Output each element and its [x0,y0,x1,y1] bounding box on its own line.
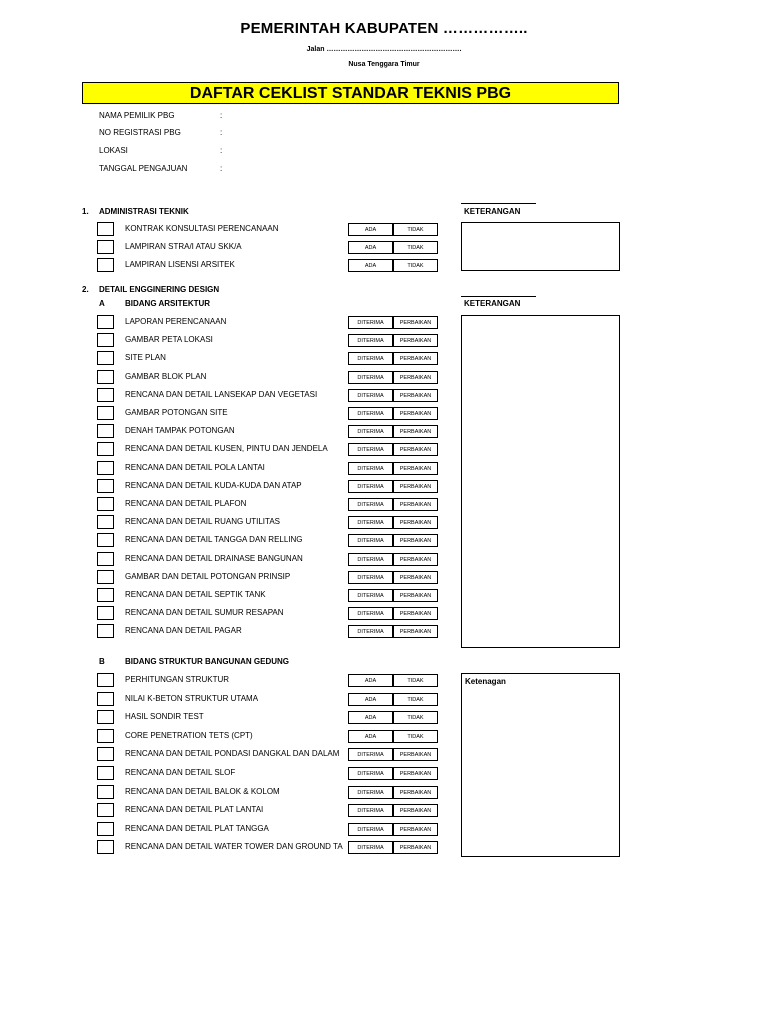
section-1-keterangan-line [461,203,536,204]
struktur-item-label: RENCANA DAN DETAIL PLAT TANGGA [125,823,269,833]
arsitektur-row [0,515,768,531]
arsitektur-row [0,442,768,458]
arsitektur-option-2[interactable]: PERBAIKAN [393,425,438,438]
arsitektur-row [0,479,768,495]
struktur-row [0,803,768,819]
arsitektur-row [0,624,768,640]
arsitektur-option-1[interactable]: DITERIMA [348,571,393,584]
arsitektur-item-label: RENCANA DAN DETAIL LANSEKAP DAN VEGETASI [125,389,318,399]
arsitektur-option-1[interactable]: DITERIMA [348,553,393,566]
arsitektur-checkbox[interactable] [97,533,114,547]
arsitektur-option-1[interactable]: DITERIMA [348,371,393,384]
arsitektur-option-2[interactable]: PERBAIKAN [393,462,438,475]
struktur-row [0,747,768,763]
arsitektur-checkbox[interactable] [97,552,114,566]
struktur-option-2[interactable]: PERBAIKAN [393,841,438,854]
arsitektur-row [0,533,768,549]
struktur-option-1[interactable]: DITERIMA [348,748,393,761]
arsitektur-option-1[interactable]: DITERIMA [348,516,393,529]
arsitektur-checkbox[interactable] [97,370,114,384]
admin-option-2[interactable]: TIDAK [393,223,438,236]
arsitektur-checkbox[interactable] [97,333,114,347]
arsitektur-option-2[interactable]: PERBAIKAN [393,480,438,493]
struktur-option-2[interactable]: PERBAIKAN [393,804,438,817]
arsitektur-option-1[interactable]: DITERIMA [348,607,393,620]
admin-row [0,258,768,274]
arsitektur-checkbox[interactable] [97,515,114,529]
arsitektur-option-1[interactable]: DITERIMA [348,589,393,602]
arsitektur-checkbox[interactable] [97,624,114,638]
arsitektur-option-1[interactable]: DITERIMA [348,498,393,511]
struktur-row [0,822,768,838]
arsitektur-checkbox[interactable] [97,497,114,511]
arsitektur-row [0,424,768,440]
arsitektur-option-1[interactable]: DITERIMA [348,389,393,402]
arsitektur-checkbox[interactable] [97,406,114,420]
arsitektur-row [0,315,768,331]
struktur-row [0,766,768,782]
struktur-checkbox[interactable] [97,840,114,854]
arsitektur-option-1[interactable]: DITERIMA [348,534,393,547]
arsitektur-option-2[interactable]: PERBAIKAN [393,352,438,365]
struktur-row [0,673,768,689]
arsitektur-option-2[interactable]: PERBAIKAN [393,607,438,620]
struktur-item-label: HASIL SONDIR TEST [125,712,204,722]
struktur-option-1[interactable]: DITERIMA [348,841,393,854]
arsitektur-option-2[interactable]: PERBAIKAN [393,407,438,420]
struktur-checkbox[interactable] [97,803,114,817]
arsitektur-option-2[interactable]: PERBAIKAN [393,498,438,511]
arsitektur-row [0,497,768,513]
admin-option-1[interactable]: ADA [348,223,393,236]
admin-checkbox[interactable] [97,240,114,254]
arsitektur-item-label: GAMBAR PETA LOKASI [125,335,213,345]
arsitektur-checkbox[interactable] [97,442,114,456]
struktur-checkbox[interactable] [97,747,114,761]
struktur-option-1[interactable]: DITERIMA [348,786,393,799]
struktur-checkbox[interactable] [97,785,114,799]
arsitektur-row [0,333,768,349]
arsitektur-row [0,606,768,622]
arsitektur-item-label: RENCANA DAN DETAIL KUDA-KUDA DAN ATAP [125,480,302,490]
arsitektur-item-label: SITE PLAN [125,353,166,363]
section-1-number: 1. [82,207,89,216]
arsitektur-item-label: LAPORAN PERENCANAAN [125,317,227,326]
struktur-option-1[interactable]: ADA [348,711,393,724]
arsitektur-checkbox[interactable] [97,424,114,438]
arsitektur-row [0,351,768,367]
subsection-b-letter: B [99,657,105,666]
arsitektur-item-label: RENCANA DAN DETAIL KUSEN, PINTU DAN JENDELA [125,444,328,454]
struktur-item-label: RENCANA DAN DETAIL SLOF [125,768,236,777]
arsitektur-option-2[interactable]: PERBAIKAN [393,334,438,347]
arsitektur-item-label: RENCANA DAN DETAIL SUMUR RESAPAN [125,608,284,618]
subsection-a-keterangan-line [461,296,536,297]
arsitektur-option-1[interactable]: DITERIMA [348,352,393,365]
arsitektur-option-1[interactable]: DITERIMA [348,480,393,493]
struktur-item-label: PERHITUNGAN STRUKTUR [125,675,230,684]
region-line: Nusa Tenggara Timur [348,61,420,68]
admin-option-2[interactable]: TIDAK [393,259,438,272]
submission-date-colon: : [220,164,223,173]
submission-date-label: TANGGAL PENGAJUAN [99,164,188,173]
subsection-a-keterangan-label: KETERANGAN [464,299,521,308]
struktur-row [0,710,768,726]
arsitektur-item-label: GAMBAR POTONGAN SITE [125,408,228,417]
struktur-item-label: CORE PENETRATION TETS (CPT) [125,730,253,740]
address-line: Jalan …………………………………………………. [306,46,462,53]
struktur-option-1[interactable]: ADA [348,730,393,743]
arsitektur-checkbox[interactable] [97,479,114,493]
struktur-option-2[interactable]: TIDAK [393,693,438,706]
arsitektur-checkbox[interactable] [97,351,114,365]
section-1-keterangan-label: KETERANGAN [464,207,521,216]
arsitektur-item-label: RENCANA DAN DETAIL RUANG UTILITAS [125,517,280,527]
admin-item-label: KONTRAK KONSULTASI PERENCANAAN [125,224,279,233]
arsitektur-option-2[interactable]: PERBAIKAN [393,534,438,547]
arsitektur-item-label: RENCANA DAN DETAIL SEPTIK TANK [125,590,266,599]
arsitektur-item-label: GAMBAR DAN DETAIL POTONGAN PRINSIP [125,571,291,581]
struktur-item-label: RENCANA DAN DETAIL PONDASI DANGKAL DAN DALAM [125,749,340,759]
arsitektur-option-2[interactable]: PERBAIKAN [393,553,438,566]
registration-number-label: NO REGISTRASI PBG [99,128,181,137]
struktur-option-2[interactable]: TIDAK [393,674,438,687]
struktur-row [0,692,768,708]
page-title: PEMERINTAH KABUPATEN …………….. [240,20,528,37]
arsitektur-option-1[interactable]: DITERIMA [348,425,393,438]
subsection-b-keterangan-label: Ketenagan [465,677,506,686]
arsitektur-option-1[interactable]: DITERIMA [348,462,393,475]
arsitektur-checkbox[interactable] [97,461,114,475]
arsitektur-option-1[interactable]: DITERIMA [348,334,393,347]
struktur-checkbox[interactable] [97,673,114,687]
arsitektur-option-2[interactable]: PERBAIKAN [393,443,438,456]
struktur-checkbox[interactable] [97,729,114,743]
struktur-item-label: RENCANA DAN DETAIL BALOK & KOLOM [125,786,280,796]
checklist-banner: DAFTAR CEKLIST STANDAR TEKNIS PBG [82,82,619,104]
arsitektur-option-1[interactable]: DITERIMA [348,443,393,456]
registration-number-colon: : [220,128,223,137]
arsitektur-option-2[interactable]: PERBAIKAN [393,571,438,584]
arsitektur-option-1[interactable]: DITERIMA [348,625,393,638]
arsitektur-item-label: RENCANA DAN DETAIL DRAINASE BANGUNAN [125,553,303,563]
arsitektur-option-2[interactable]: PERBAIKAN [393,516,438,529]
admin-item-label: LAMPIRAN LISENSI ARSITEK [125,260,235,270]
struktur-checkbox[interactable] [97,822,114,836]
struktur-item-label: RENCANA DAN DETAIL WATER TOWER DAN GROUND TA [125,842,343,852]
admin-option-1[interactable]: ADA [348,259,393,272]
struktur-option-2[interactable]: PERBAIKAN [393,767,438,780]
section-1-title: ADMINISTRASI TEKNIK [99,207,189,216]
arsitektur-checkbox[interactable] [97,606,114,620]
subsection-b-title: BIDANG STRUKTUR BANGUNAN GEDUNG [125,657,289,666]
arsitektur-option-1[interactable]: DITERIMA [348,407,393,420]
arsitektur-checkbox[interactable] [97,570,114,584]
struktur-option-1[interactable]: DITERIMA [348,823,393,836]
arsitektur-option-2[interactable]: PERBAIKAN [393,316,438,329]
struktur-row [0,840,768,856]
subsection-a-letter: A [99,299,105,308]
struktur-option-1[interactable]: DITERIMA [348,767,393,780]
struktur-checkbox[interactable] [97,766,114,780]
struktur-item-label: RENCANA DAN DETAIL PLAT LANTAI [125,805,264,815]
arsitektur-row [0,388,768,404]
struktur-option-2[interactable]: PERBAIKAN [393,823,438,836]
struktur-checkbox[interactable] [97,710,114,724]
admin-checkbox[interactable] [97,222,114,236]
location-label: LOKASI [99,146,128,155]
struktur-option-1[interactable]: ADA [348,693,393,706]
struktur-option-2[interactable]: TIDAK [393,711,438,724]
arsitektur-row [0,406,768,422]
arsitektur-checkbox[interactable] [97,388,114,402]
admin-row [0,222,768,238]
admin-item-label: LAMPIRAN STRA/I ATAU SKK/A [125,242,242,252]
arsitektur-row [0,370,768,386]
arsitektur-item-label: DENAH TAMPAK POTONGAN [125,426,235,436]
arsitektur-item-label: RENCANA DAN DETAIL TANGGA DAN RELLING [125,535,303,545]
arsitektur-item-label: RENCANA DAN DETAIL POLA LANTAI [125,462,265,472]
struktur-option-2[interactable]: PERBAIKAN [393,748,438,761]
arsitektur-option-2[interactable]: PERBAIKAN [393,389,438,402]
admin-option-2[interactable]: TIDAK [393,241,438,254]
struktur-row [0,785,768,801]
owner-name-colon: : [220,111,223,120]
arsitektur-option-1[interactable]: DITERIMA [348,316,393,329]
struktur-option-1[interactable]: DITERIMA [348,804,393,817]
arsitektur-row [0,461,768,477]
section-2-title: DETAIL ENGGINERING DESIGN [99,285,220,294]
owner-name-label: NAMA PEMILIK PBG [99,111,175,120]
arsitektur-option-2[interactable]: PERBAIKAN [393,371,438,384]
admin-option-1[interactable]: ADA [348,241,393,254]
arsitektur-option-2[interactable]: PERBAIKAN [393,625,438,638]
arsitektur-item-label: GAMBAR BLOK PLAN [125,371,207,381]
arsitektur-item-label: RENCANA DAN DETAIL PAGAR [125,626,242,636]
arsitektur-option-2[interactable]: PERBAIKAN [393,589,438,602]
arsitektur-row [0,570,768,586]
location-colon: : [220,146,223,155]
struktur-row [0,729,768,745]
section-2-number: 2. [82,285,89,294]
struktur-option-2[interactable]: TIDAK [393,730,438,743]
admin-row [0,240,768,256]
arsitektur-row [0,588,768,604]
struktur-option-1[interactable]: ADA [348,674,393,687]
arsitektur-row [0,552,768,568]
struktur-option-2[interactable]: PERBAIKAN [393,786,438,799]
admin-checkbox[interactable] [97,258,114,272]
arsitektur-checkbox[interactable] [97,315,114,329]
struktur-item-label: NILAI K-BETON STRUKTUR UTAMA [125,693,259,703]
struktur-checkbox[interactable] [97,692,114,706]
arsitektur-item-label: RENCANA DAN DETAIL PLAFON [125,499,247,508]
subsection-a-title: BIDANG ARSITEKTUR [125,299,211,308]
arsitektur-checkbox[interactable] [97,588,114,602]
